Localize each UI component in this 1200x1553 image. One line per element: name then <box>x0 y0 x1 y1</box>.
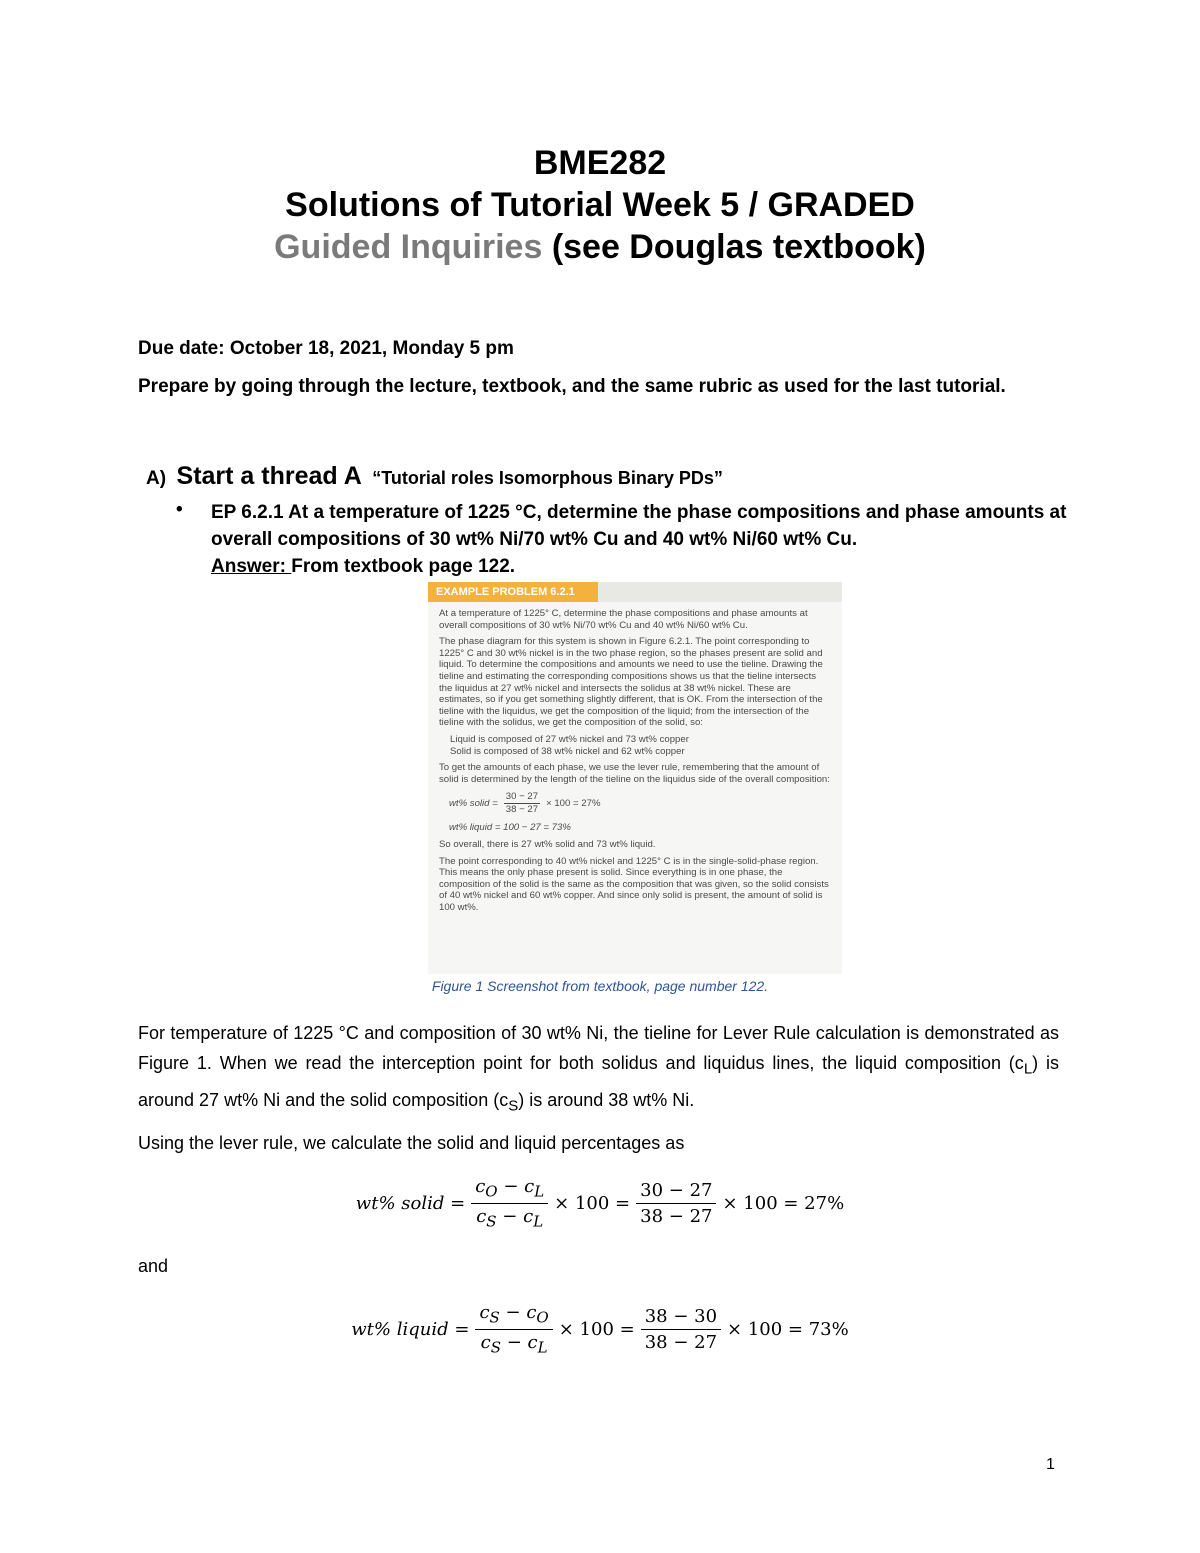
eq-numerator: 30 − 27 <box>505 791 539 803</box>
subtitle <box>0 226 1200 268</box>
example-equation-liquid: wt% liquid = 100 − 27 = 73% <box>449 821 571 833</box>
title-block <box>0 142 1200 268</box>
and-text: and <box>138 1256 169 1276</box>
section-letter: A) <box>146 468 167 489</box>
subscript-l: L <box>1023 1060 1033 1078</box>
prepare-instruction: Prepare by going through the lecture, textbook, and the same rubric as used for the last tutorial. <box>138 376 1006 397</box>
answer-text: From textbook page 122. <box>291 556 516 577</box>
bullet-marker: • <box>176 499 183 520</box>
section-a-heading <box>146 462 723 491</box>
fraction-denominator: 38 − 27 <box>640 1205 713 1227</box>
eq-rhs: × 100 = 27% <box>546 797 601 809</box>
para-part: For temperature of 1225 °C and composition of 30 wt% Ni, the tieline for Lever Rule calculation is demonstrated as Figure 1. When we read the interception point for both solidus and liquidus lines, the liquid composition (c <box>138 1023 1059 1073</box>
example-paragraph: The point corresponding to 40 wt% nickel and 1225° C is in the single-solid-phase region. This means the only phase present is solid. Since everything is in one phase, the composition of the solid is the same as the composition that was given, so the solid consists of 40 wt% nickel and 60 wt% copper. And since only solid is present, the amount of solid is 100 wt%. <box>439 855 829 914</box>
example-header <box>428 582 842 602</box>
page-title: Solutions of Tutorial Week 5 / GRADED <box>285 186 915 224</box>
fraction-numerator: $c_O - c_L$ <box>471 1176 548 1204</box>
equation-lhs: wt% liquid = <box>351 1318 470 1340</box>
example-tag-text: EXAMPLE PROBLEM 6.2.1 <box>436 586 575 598</box>
bullet-question: EP 6.2.1 At a temperature of 1225 °C, determine the phase compositions and phase amounts at overall compositions of 30 wt% Ni/70 wt% Cu and 40 wt% Ni/60 wt% Cu. <box>211 502 1067 550</box>
equation-result: × 100 = 27% <box>722 1192 845 1214</box>
times-operator: × 100 = <box>554 1192 631 1214</box>
example-body <box>428 602 842 914</box>
example-tag <box>428 582 598 602</box>
fraction-numerator: 38 − 30 <box>641 1306 721 1330</box>
times-operator: × 100 = <box>558 1318 635 1340</box>
para-part: ) is around 27 wt% Ni and the solid composition (c <box>138 1053 1059 1110</box>
symbolic-fraction <box>475 1302 552 1356</box>
equation-solid <box>0 1176 1200 1230</box>
liquid-line: Liquid is composed of 27 wt% nickel and 73 wt% copper <box>450 733 689 745</box>
textbook-screenshot <box>428 582 842 974</box>
eq-lhs: wt% solid = <box>449 797 498 809</box>
lever-rule-intro: Using the lever rule, we calculate the solid and liquid percentages as <box>138 1133 685 1153</box>
subtitle-gray: Guided Inquiries <box>274 228 543 266</box>
page-number: 1 <box>1046 1456 1055 1473</box>
example-paragraph: At a temperature of 1225° C, determine the phase compositions and phase amounts at overall compositions of 30 wt% Ni/70 wt% Cu and 40 wt% Ni/60 wt% Cu. <box>439 608 808 631</box>
section-heading: Start a thread A <box>176 462 362 490</box>
eq-denominator: 38 − 27 <box>505 803 539 815</box>
figure-caption: Figure 1 Screenshot from textbook, page number 122. <box>431 978 769 994</box>
numeric-fraction <box>636 1180 716 1227</box>
subscript-s: S <box>508 1097 519 1115</box>
explanation-paragraph <box>138 1018 1059 1121</box>
para-part: ) is around 38 wt% Ni. <box>518 1089 695 1110</box>
numeric-fraction <box>641 1306 721 1353</box>
subtitle-black: (see Douglas textbook) <box>551 228 926 266</box>
solid-line: Solid is composed of 38 wt% nickel and 62 wt% copper <box>450 745 685 757</box>
example-paragraph: To get the amounts of each phase, we use the lever rule, remembering that the amount of solid is determined by the length of the tieline on the liquidus side of the overall composition: <box>439 762 830 785</box>
equation-liquid <box>0 1302 1200 1356</box>
course-code: BME282 <box>533 144 667 182</box>
example-equation-solid <box>439 791 832 815</box>
due-date: Due date: October 18, 2021, Monday 5 pm <box>138 338 514 359</box>
bullet-item <box>211 499 1071 580</box>
section-quote: “Tutorial roles Isomorphous Binary PDs” <box>372 468 723 488</box>
fraction-denominator: $c_S - c_L$ <box>480 1331 548 1357</box>
fraction-numerator: 30 − 27 <box>636 1180 716 1204</box>
answer-label: Answer: <box>211 556 292 577</box>
equation-lhs: wt% solid = <box>355 1192 466 1214</box>
example-paragraph: So overall, there is 27 wt% solid and 73 wt% liquid. <box>439 839 656 851</box>
example-composition <box>439 734 832 757</box>
fraction-denominator: $c_S - c_L$ <box>476 1205 544 1231</box>
symbolic-fraction <box>471 1176 548 1230</box>
fraction-denominator: 38 − 27 <box>644 1331 718 1353</box>
equation-result: × 100 = 73% <box>727 1318 849 1340</box>
eq-fraction <box>504 791 540 815</box>
example-paragraph: The phase diagram for this system is shown in Figure 6.2.1. The point corresponding to 1225° C and 30 wt% nickel is in the two phase region, so the phases present are solid and liquid. To determine the compositions and amounts we need to use the tieline. Drawing the tieline and estimating the corresponding compositions shows us that the tieline intersects the liquidus at 27 wt% nickel and intersects the solidus at 38 wt% nickel. These are estimates, so if you get something slightly different, that is OK. From the intersection of the tieline with the liquidus, we get the composition of the liquid; from the intersection of the tieline with the solidus, we get the composition of the solid, so: <box>439 636 823 729</box>
fraction-numerator: $c_S - c_O$ <box>475 1302 552 1330</box>
